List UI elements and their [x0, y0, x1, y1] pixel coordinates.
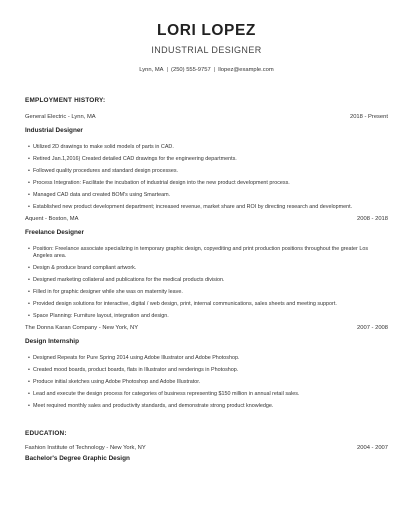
job-entry	[25, 216, 388, 320]
education-section	[25, 430, 388, 463]
bullet-item: • Process Integration: Facilitate the incubation of industrial design into the new product development process.	[28, 180, 388, 187]
job-bullets	[25, 355, 388, 410]
bullet-item: • Created mood boards, product boards, flats in Illustrator and renderings in Photoshop.	[28, 367, 388, 374]
candidate-role: INDUSTRIAL DESIGNER	[151, 45, 262, 55]
bullet-item: • Design & produce brand compliant artwork.	[28, 265, 388, 272]
bullet-item: • Lead and execute the design process for categories of business representing $150 million in annual retail sales.	[28, 391, 388, 398]
education-heading: EDUCATION:	[25, 430, 67, 437]
education-entry	[25, 445, 388, 463]
job-dates: 2008 - 2018	[357, 216, 388, 222]
bullet-item: • Position: Freelance associate specializing in temporary graphic design, copyediting and print production positions throughout the greater Los Angeles area.	[28, 246, 388, 260]
bullet-item: • Followed quality procedures and standard design processes.	[28, 168, 388, 175]
bullet-item: • Meet required monthly sales and productivity standards, and demonstrate strong product knowledge.	[28, 403, 388, 410]
bullet-item: • Provided design solutions for interactive, digital / web design, print, internal communications, sales sheets and meeting support.	[28, 301, 388, 308]
employment-section	[25, 97, 388, 410]
job-company: Aquent - Boston, MA	[25, 216, 79, 222]
education-dates: 2004 - 2007	[357, 445, 388, 451]
bullet-item: • Established new product development department; increased revenue, market share and ROI by directing research and development.	[28, 204, 388, 211]
education-header	[25, 445, 388, 452]
candidate-name: LORI LOPEZ	[157, 22, 256, 39]
job-entry	[25, 325, 388, 410]
job-title: Industrial Designer	[25, 127, 83, 134]
job-header	[25, 114, 388, 121]
bullet-item: • Designed marketing collateral and publications for the medical products division.	[28, 277, 388, 284]
bullet-item: • Managed CAD data and created BOM's using Smarteam.	[28, 192, 388, 199]
job-title: Design Internship	[25, 338, 79, 345]
education-degree: Bachelor's Degree Graphic Design	[25, 455, 130, 462]
job-company: The Donna Karan Company - New York, NY	[25, 325, 139, 331]
job-entry	[25, 114, 388, 211]
contact-line	[25, 66, 388, 74]
job-header	[25, 325, 388, 332]
bullet-item: • Produce initial sketches using Adobe Photoshop and Adobe Illustrator.	[28, 379, 388, 386]
job-dates: 2007 - 2008	[357, 325, 388, 331]
job-bullets	[25, 144, 388, 211]
bullet-item: • Retired Jan.1,2016) Created detailed CAD drawings for the engineering departments.	[28, 156, 388, 163]
contact-phone: (250) 555-9757	[171, 67, 211, 73]
bullet-item: • Space Planning: Furniture layout, integration and design.	[28, 313, 388, 320]
contact-separator: |	[213, 67, 216, 73]
job-company: General Electric - Lynn, MA	[25, 114, 96, 120]
bullet-item: • Utilized 2D drawings to make solid models of parts in CAD.	[28, 144, 388, 151]
contact-email[interactable]: llopez@example.com	[218, 67, 274, 73]
job-title: Freelance Designer	[25, 229, 84, 236]
education-school: Fashion Institute of Technology - New York, NY	[25, 445, 146, 451]
contact-location: Lynn, MA	[139, 67, 164, 73]
job-header	[25, 216, 388, 223]
job-bullets	[25, 246, 388, 320]
bullet-item: • Designed Repeats for Pure Spring 2014 using Adobe Illustrator and Adobe Photoshop.	[28, 355, 388, 362]
contact-separator: |	[166, 67, 169, 73]
job-dates: 2018 - Present	[349, 114, 388, 120]
employment-heading: EMPLOYMENT HISTORY:	[25, 97, 106, 104]
bullet-item: • Filled in for graphic designer while she was on maternity leave.	[28, 289, 388, 296]
